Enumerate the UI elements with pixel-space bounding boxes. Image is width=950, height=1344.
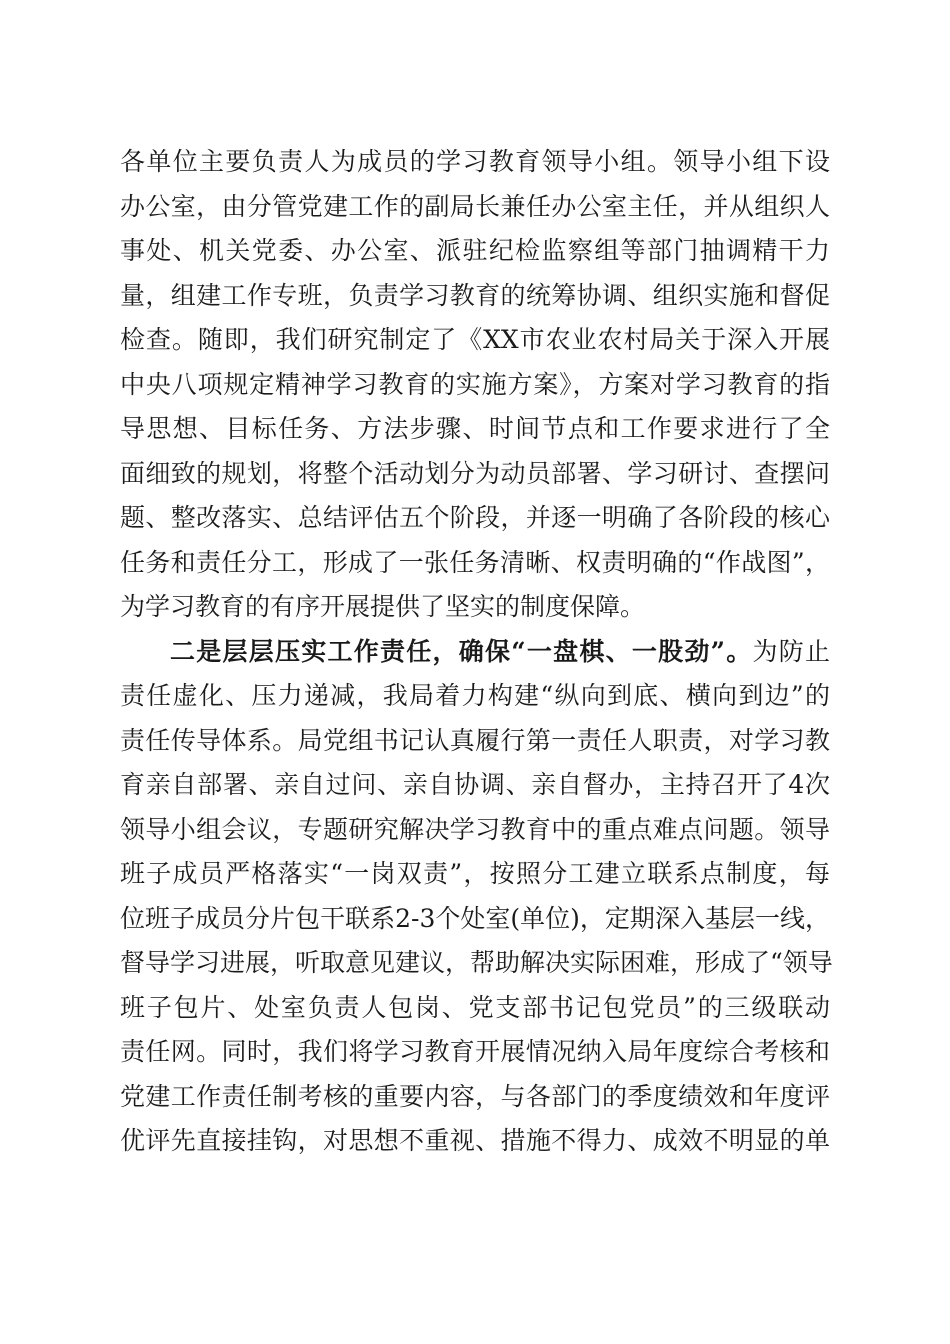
text-line: 事处、机关党委、办公室、派驻纪检监察组等部门抽调精干力 xyxy=(120,236,830,265)
text-line: 题、整改落实、总结评估五个阶段，并逐一明确了各阶段的核心 xyxy=(120,503,830,532)
text-line: 督导学习进展，听取意见建议，帮助解决实际困难，形成了“领导 xyxy=(120,948,833,977)
text-line: 面细致的规划，将整个活动划分为动员部署、学习研讨、查摆问 xyxy=(120,458,830,488)
text-line: 各单位主要负责人为成员的学习教育领导小组。领导小组下设 xyxy=(120,147,830,176)
text-line: 办公室，由分管党建工作的副局长兼任办公室主任，并从组织人 xyxy=(120,191,830,221)
text-line: 导思想、目标任务、方法步骤、时间节点和工作要求进行了全 xyxy=(120,414,830,443)
paragraph-lead-sentence: 二是层层压实工作责任，确保“一盘棋、一股劲”。 xyxy=(170,636,753,666)
text-line: 优评先直接挂钩，对思想不重视、措施不得力、成效不明显的单 xyxy=(120,1126,830,1155)
text-line: 责任传导体系。局党组书记认真履行第一责任人职责，对学习教 xyxy=(120,725,830,755)
text-line: 检查。随即，我们研究制定了《XX市农业农村局关于深入开展 xyxy=(120,325,830,354)
body-text xyxy=(120,140,833,1164)
text-line: 党建工作责任制考核的重要内容，与各部门的季度绩效和年度评 xyxy=(120,1081,830,1111)
text-line: 班子包片、处室负责人包岗、党支部书记包党员”的三级联动 xyxy=(120,992,830,1022)
text-line: 为学习教育的有序开展提供了坚实的制度保障。 xyxy=(120,592,646,621)
text-line: 任务和责任分工，形成了一张任务清晰、权责明确的“作战图”， xyxy=(120,547,830,577)
text-span: 为防止 xyxy=(752,636,830,666)
text-line: 责任虚化、压力递减，我局着力构建“纵向到底、横向到边”的 xyxy=(120,681,830,710)
text-line: 位班子成员分片包干联系2-3个处室(单位)，定期深入基层一线， xyxy=(120,903,830,933)
text-line: 育亲自部署、亲自过问、亲自协调、亲自督办，主持召开了4次 xyxy=(120,770,830,799)
text-line: 领导小组会议，专题研究解决学习教育中的重点难点问题。领导 xyxy=(120,814,830,844)
text-line: 量，组建工作专班，负责学习教育的统筹协调、组织实施和督促 xyxy=(120,280,830,310)
paragraph-first-line xyxy=(120,630,830,675)
text-line: 班子成员严格落实“一岗双责”，按照分工建立联系点制度，每 xyxy=(120,859,830,888)
text-line: 中央八项规定精神学习教育的实施方案》，方案对学习教育的指 xyxy=(120,369,830,399)
text-line: 责任网。同时，我们将学习教育开展情况纳入局年度综合考核和 xyxy=(120,1037,830,1066)
